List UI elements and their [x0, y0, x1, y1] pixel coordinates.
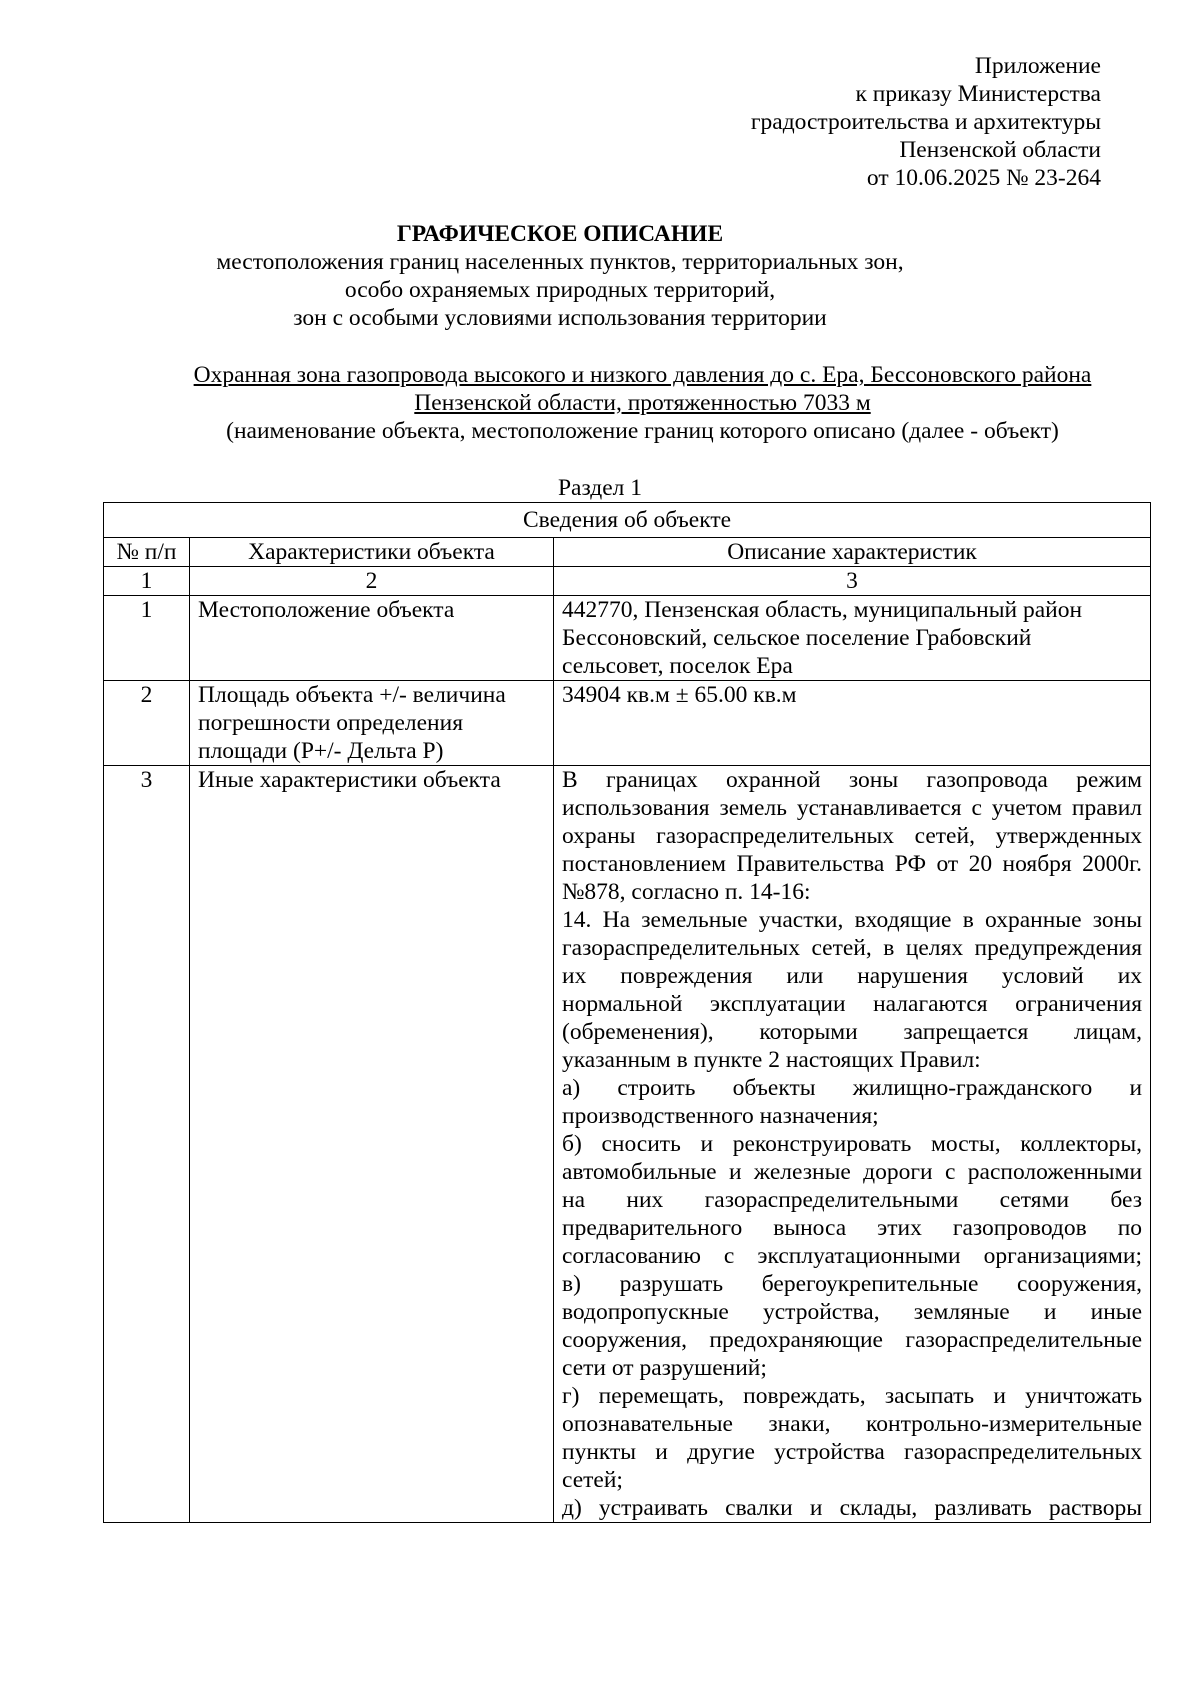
description-line: 442770, Пензенская область, муниципальный район [562, 597, 1083, 623]
row-number: 3 [104, 766, 190, 1523]
description-line: 14. На земельные участки, входящие в охранные зоны [562, 907, 1143, 933]
row-number: 1 [104, 596, 190, 681]
row-description [554, 596, 1151, 681]
document-subtitle-line: зон с особыми условиями использования территории [293, 305, 827, 331]
header-number: № п/п [104, 538, 190, 567]
row-description [554, 766, 1151, 1523]
header-characteristic: Характеристики объекта [190, 538, 554, 567]
object-name-line: Пензенской области, протяженностью 7033 м [414, 390, 871, 416]
description-line: опознавательные знаки, контрольно-измерительные [562, 1411, 1143, 1437]
description-line: В границах охранной зоны газопровода режим [562, 767, 1143, 793]
description-line: №878, согласно п. 14-16: [562, 879, 811, 905]
description-line: их повреждения или нарушения условий их [562, 963, 1143, 989]
column-number: 1 [104, 567, 190, 596]
description-line: газораспределительных сетей, в целях предупреждения [562, 935, 1143, 961]
appendix-line: градостроительства и архитектуры [750, 109, 1101, 135]
object-name-block [170, 361, 1115, 445]
description-line: автомобильные и железные дороги с расположенными [562, 1159, 1143, 1185]
row-description [554, 681, 1151, 766]
description-line: на них газораспределительными сетями без [562, 1187, 1143, 1213]
description-line: сети от разрушений; [562, 1355, 767, 1381]
description-line: охраны газораспределительных сетей, утвержденных [562, 823, 1143, 849]
description-line: (обременения), которыми запрещается лицам, [562, 1019, 1143, 1045]
appendix-line: Пензенской области [899, 137, 1101, 163]
table-row [104, 596, 1151, 681]
description-line: сооружения, предохраняющие газораспределительные [562, 1327, 1143, 1353]
description-line: водопропускные устройства, земляные и иные [562, 1299, 1143, 1325]
row-number: 2 [104, 681, 190, 766]
description-line: д) устраивать свалки и склады, разливать растворы [562, 1495, 1143, 1521]
document-title: ГРАФИЧЕСКОЕ ОПИСАНИЕ [396, 221, 724, 247]
document-subtitle-line: местоположения границ населенных пунктов, территориальных зон, [216, 249, 904, 275]
characteristic-line: Местоположение объекта [198, 597, 455, 623]
table-header-row [104, 538, 1151, 567]
table-row [104, 681, 1151, 766]
object-info-table [103, 502, 1151, 1523]
row-characteristic [190, 766, 554, 1523]
description-line: сельсовет, поселок Ера [562, 653, 793, 679]
characteristic-line: погрешности определения [198, 710, 464, 736]
table-row [104, 766, 1151, 1523]
appendix-line: к приказу Министерства [855, 81, 1101, 107]
description-line: согласованию с эксплуатационными организациями; [562, 1243, 1143, 1269]
description-line: нормальной эксплуатации налагаются ограничения [562, 991, 1143, 1017]
description-line: 34904 кв.м ± 65.00 кв.м [562, 682, 797, 708]
section-label: Раздел 1 [557, 475, 643, 501]
description-line: а) строить объекты жилищно-гражданского и [562, 1075, 1143, 1101]
table-caption: Сведения об объекте [104, 503, 1151, 538]
description-line: постановлением Правительства РФ от 20 ноября 2000г. [562, 851, 1143, 877]
description-line: г) перемещать, повреждать, засыпать и уничтожать [562, 1383, 1143, 1409]
column-number: 3 [554, 567, 1151, 596]
object-name-line: Охранная зона газопровода высокого и низкого давления до с. Ера, Бессоновского района [193, 362, 1092, 388]
header-description: Описание характеристик [554, 538, 1151, 567]
characteristic-line: Площадь объекта +/- величина [198, 682, 506, 708]
row-characteristic [190, 681, 554, 766]
appendix-line: от 10.06.2025 № 23-264 [866, 165, 1101, 191]
object-caption: (наименование объекта, местоположение границ которого описано (далее - объект) [226, 418, 1059, 444]
document-title-block [150, 220, 970, 332]
appendix-line: Приложение [974, 53, 1101, 79]
description-line: указанным в пункте 2 настоящих Правил: [562, 1047, 981, 1073]
column-number-row [104, 567, 1151, 596]
row-characteristic [190, 596, 554, 681]
characteristic-line: Иные характеристики объекта [198, 767, 501, 793]
description-line: Бессоновский, сельское поселение Грабовский [562, 625, 1032, 651]
column-number: 2 [190, 567, 554, 596]
description-line: сетей; [562, 1467, 623, 1493]
description-line: производственного назначения; [562, 1103, 879, 1129]
characteristic-line: площади (Р+/- Дельта Р) [198, 738, 444, 764]
document-subtitle-line: особо охраняемых природных территорий, [344, 277, 776, 303]
description-line: предварительного выноса этих газопроводов по [562, 1215, 1143, 1241]
description-line: б) сносить и реконструировать мосты, коллекторы, [562, 1131, 1143, 1157]
description-line: использования земель устанавливается с учетом правил [562, 795, 1143, 821]
description-line: в) разрушать берегоукрепительные сооружения, [562, 1271, 1143, 1297]
description-line: пункты и другие устройства газораспределительных [562, 1439, 1143, 1465]
table-caption-row [104, 503, 1151, 538]
appendix-block [751, 52, 1101, 192]
